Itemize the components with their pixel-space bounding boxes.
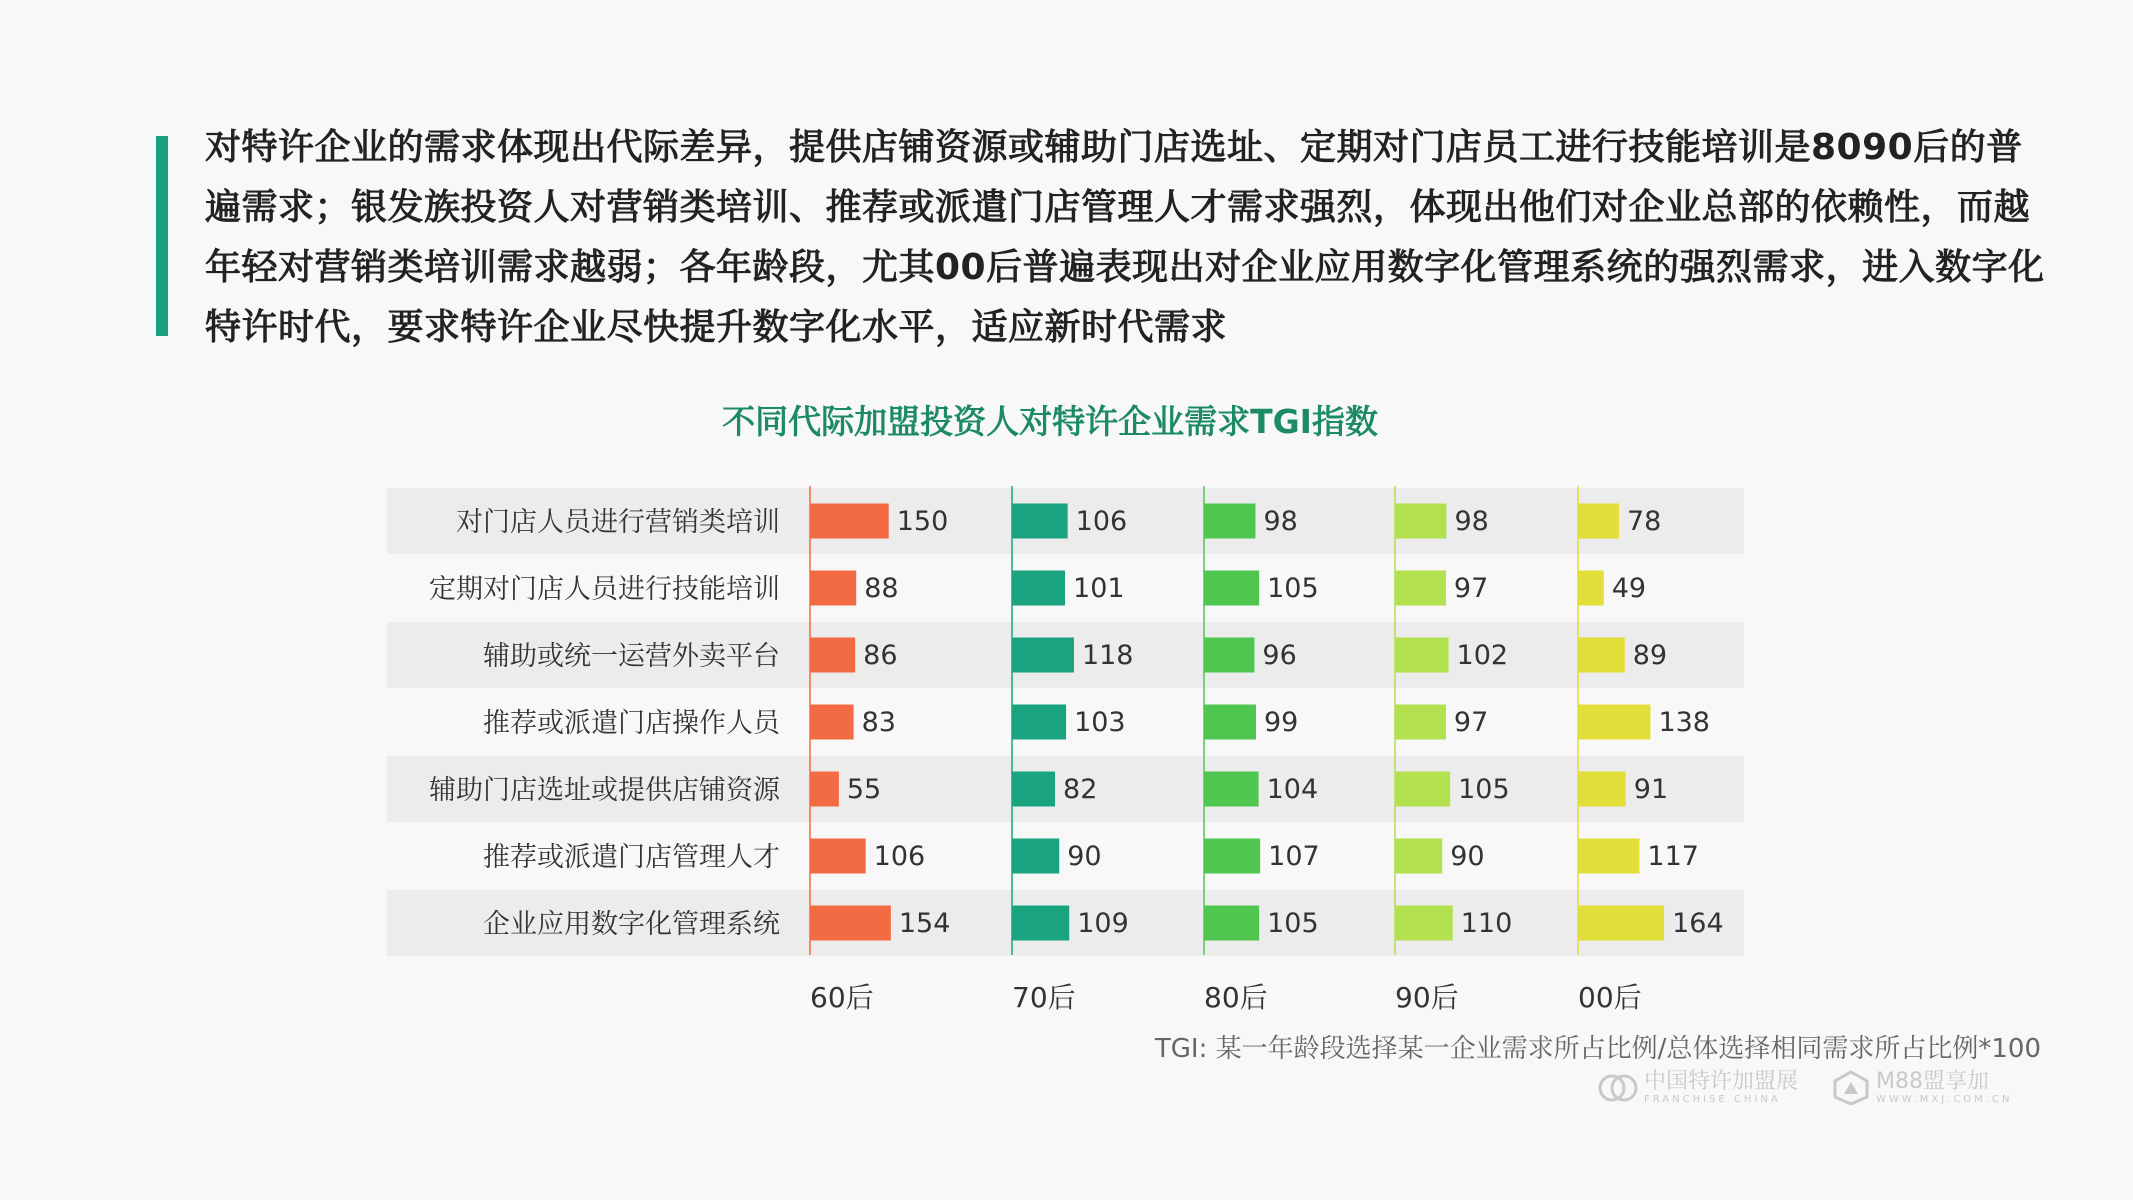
value-label: 98	[1263, 506, 1298, 537]
bar	[1578, 772, 1626, 807]
series-label: 70后	[1012, 981, 1076, 1014]
bar	[1012, 906, 1069, 941]
category-label: 企业应用数字化管理系统	[483, 909, 780, 940]
bar	[1012, 772, 1055, 807]
value-label: 109	[1077, 908, 1129, 939]
franchise-china-logo-icon	[1598, 1070, 1638, 1106]
logo-text: M88盟享加	[1876, 1069, 1989, 1094]
bar	[1578, 839, 1639, 874]
bar	[1012, 571, 1065, 606]
value-label: 90	[1067, 841, 1102, 872]
bar	[1204, 504, 1255, 539]
value-label: 101	[1073, 573, 1125, 604]
bar	[810, 504, 889, 539]
franchise-china-logo	[1598, 1070, 1798, 1106]
value-label: 118	[1081, 640, 1134, 671]
logo-text: 中国特许加盟展	[1644, 1069, 1799, 1094]
bar	[1395, 906, 1453, 941]
value-label: 49	[1611, 573, 1647, 604]
value-label: 154	[898, 908, 951, 939]
bar	[1395, 504, 1446, 539]
bar	[1204, 906, 1259, 941]
value-label: 82	[1063, 774, 1098, 805]
chart-title: 不同代际加盟投资人对特许企业需求TGI指数	[722, 402, 1378, 441]
value-label: 89	[1632, 640, 1668, 671]
value-label: 107	[1268, 841, 1320, 872]
bar	[810, 906, 891, 941]
value-label: 103	[1074, 707, 1126, 738]
category-label: 推荐或派遣门店操作人员	[483, 708, 780, 739]
bar	[1395, 772, 1450, 807]
bar	[1395, 571, 1446, 606]
category-label: 推荐或派遣门店管理人才	[483, 842, 780, 873]
series-label: 90后	[1395, 981, 1459, 1014]
bar	[1578, 705, 1650, 740]
bar	[1395, 839, 1442, 874]
logo-strip	[1598, 1066, 2018, 1110]
bar	[1395, 638, 1449, 673]
category-label: 定期对门店人员进行技能培训	[429, 574, 780, 605]
value-label: 106	[1075, 506, 1128, 537]
tgi-footnote: TGI: 某一年龄段选择某一企业需求所占比例/总体选择相同需求所占比例*100	[1154, 1034, 2041, 1064]
bar	[1012, 638, 1074, 673]
category-label: 对门店人员进行营销类培训	[456, 507, 780, 538]
value-label: 110	[1460, 908, 1513, 939]
value-label: 98	[1454, 506, 1489, 537]
value-label: 97	[1453, 573, 1489, 604]
value-label: 91	[1633, 774, 1669, 805]
bar	[1204, 772, 1259, 807]
value-label: 78	[1626, 506, 1662, 537]
value-label: 97	[1453, 707, 1489, 738]
intro-paragraph: 对特许企业的需求体现出代际差异，提供店铺资源或辅助门店选址、定期对门店员工进行技能培训是8090后的普遍需求；银发族投资人对营销类培训、推荐或派遣门店管理人才需求强烈，体现出他们对企业总部的依赖性，而越年轻对营销类培训需求越弱；各年龄段，尤其00后普遍表现出对企业应用数字化管理系统的强烈需求，进入数字化特许时代，要求特许企业尽快提升数字化水平，适应新时代需求	[205, 127, 2045, 348]
value-label: 138	[1658, 707, 1710, 738]
logo-subtext: WWW.MXJ.COM.CN	[1876, 1094, 2013, 1105]
bar	[1578, 504, 1619, 539]
value-label: 90	[1450, 841, 1485, 872]
bar	[810, 705, 854, 740]
bar	[1204, 571, 1259, 606]
bar	[1204, 839, 1260, 874]
value-label: 164	[1672, 908, 1724, 939]
value-label: 102	[1456, 640, 1509, 671]
bar	[1578, 638, 1625, 673]
value-label: 83	[861, 707, 896, 738]
bar	[1578, 906, 1664, 941]
value-label: 55	[846, 774, 882, 805]
bar	[1204, 638, 1254, 673]
series-label: 00后	[1578, 981, 1642, 1014]
value-label: 150	[896, 506, 949, 537]
bar	[810, 571, 856, 606]
series-label: 60后	[810, 981, 874, 1014]
value-label: 99	[1263, 707, 1299, 738]
mxj-logo-icon	[1832, 1070, 1870, 1106]
value-label: 104	[1266, 774, 1319, 805]
bar	[1578, 571, 1604, 606]
bar	[1395, 705, 1446, 740]
category-label: 辅助门店选址或提供店铺资源	[429, 775, 780, 806]
series-label: 80后	[1204, 981, 1268, 1014]
value-label: 105	[1267, 908, 1319, 939]
value-label: 96	[1262, 640, 1297, 671]
value-label: 86	[863, 640, 898, 671]
mxj-logo	[1832, 1070, 2012, 1106]
value-label: 105	[1458, 774, 1510, 805]
value-label: 117	[1647, 841, 1699, 872]
logo-subtext: FRANCHISE CHINA	[1644, 1094, 1781, 1105]
bar	[810, 638, 855, 673]
bar	[1012, 504, 1068, 539]
value-label: 88	[864, 573, 899, 604]
bar	[1012, 839, 1059, 874]
bar	[810, 772, 839, 807]
value-label: 105	[1267, 573, 1319, 604]
category-label: 辅助或统一运营外卖平台	[483, 641, 780, 672]
bar	[810, 839, 866, 874]
value-label: 106	[873, 841, 926, 872]
bar	[1012, 705, 1066, 740]
bar	[1204, 705, 1256, 740]
